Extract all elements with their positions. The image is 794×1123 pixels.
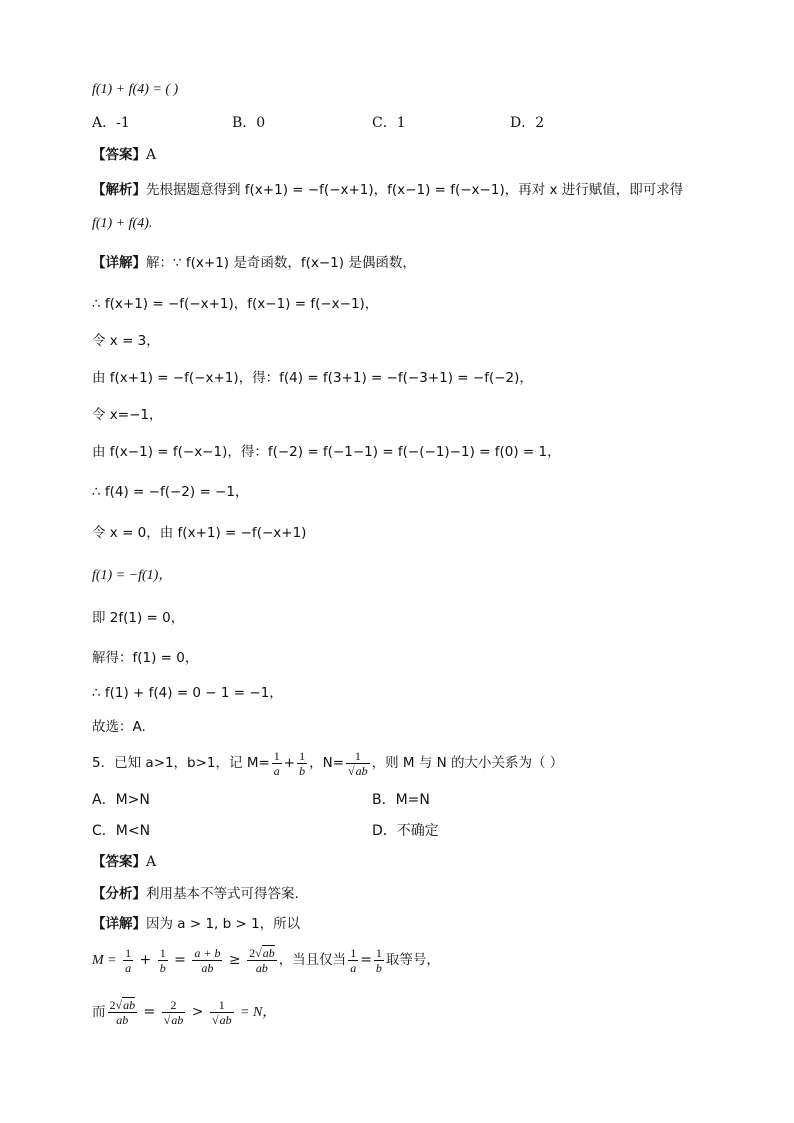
answer-value-q5: A [146, 854, 157, 870]
m-eq-2: = [360, 952, 372, 968]
q5-option-b: B．M=N [372, 792, 430, 808]
m-tail-b: 取等号， [385, 952, 440, 968]
analysis-line-1 [92, 180, 683, 200]
step-4: 令 x=−1， [92, 407, 163, 423]
n-frac-1-over-sqrtab: $\frac{1}{√ab}$ [211, 997, 232, 1027]
inequality-line-m [92, 942, 440, 979]
answer-value: A [146, 147, 157, 163]
detail-tag-q5: 【详解】 [92, 916, 146, 932]
m-frac-a-plus-b-over-ab: $\frac{a + b}{ab}$ [194, 945, 221, 975]
m-frac-1-over-b: $\frac{1}{b}$ [159, 945, 166, 975]
analysis-text-1: 先根据题意得到 f(x+1) = −f(−x+1)，f(x−1) = f(−x−1)，再对 x 进行赋值，即可求得 [146, 182, 684, 198]
q5-option-a: A．M>N [92, 792, 150, 808]
answer-line-q4 [92, 145, 156, 165]
n-frac-2sqrtab-over-ab: $\frac{2√ab}{ab}$ [109, 997, 136, 1027]
detail-text-1: 解：∵ f(x+1) 是奇函数，f(x−1) 是偶函数， [146, 255, 416, 271]
step-1: ∴ f(x+1) = −f(−x+1)，f(x−1) = f(−x−1)， [92, 296, 379, 312]
step-5: 由 f(x−1) = f(−x−1)，得：f(−2) = f(−1−1) = f(−(−1)−1) = f(0) = 1， [92, 444, 561, 460]
detail-line-q5 [92, 914, 300, 934]
fraction-1-over-b: $\frac{1}{b}$ [299, 748, 306, 778]
answer-tag-q5: 【答案】 [92, 854, 146, 870]
q5-stem-c: ，则 M 与 N 的大小关系为（ ） [371, 755, 564, 771]
n-gt: > [191, 1004, 204, 1020]
q5-option-c: C．M<N [92, 823, 151, 839]
m-lhs: M = [92, 953, 117, 968]
step-12: 故选：A. [92, 719, 146, 735]
fraction-1-over-sqrt-ab: $\frac{1}{√ab}$ [348, 748, 368, 778]
n-tail: = N， [240, 1005, 277, 1020]
question-4-tail: f(1) + f(4) = ( ) [92, 82, 179, 97]
option-a: A．-1 [92, 115, 130, 131]
m-eq: = [174, 952, 186, 968]
analysis-line-q5 [92, 884, 299, 904]
analysis-text-q5: 利用基本不等式可得答案. [146, 886, 299, 902]
detail-text-q5: 因为 a > 1, b > 1，所以 [146, 916, 301, 932]
m-frac-cond-1-over-a: $\frac{1}{a}$ [350, 945, 357, 975]
fraction-1-over-a: $\frac{1}{a}$ [273, 748, 280, 778]
step-2: 令 x = 3， [92, 333, 160, 349]
m-frac-2sqrtab-over-ab: $\frac{2√ab}{ab}$ [249, 945, 275, 975]
analysis-tag: 【解析】 [92, 182, 146, 198]
detail-tag: 【详解】 [92, 255, 146, 271]
step-10: 解得：f(1) = 0， [92, 650, 199, 666]
inequality-line-n [92, 994, 276, 1031]
analysis-line-2: f(1) + f(4). [92, 216, 153, 231]
m-frac-cond-1-over-b: $\frac{1}{b}$ [375, 945, 382, 975]
m-frac-1-over-a: $\frac{1}{a}$ [125, 945, 132, 975]
step-7: 令 x = 0，由 f(x+1) = −f(−x+1) [92, 525, 307, 541]
answer-line-q5 [92, 852, 156, 872]
n-lead: 而 [92, 1004, 106, 1020]
step-6: ∴ f(4) = −f(−2) = −1， [92, 484, 249, 500]
question-5-stem [92, 748, 563, 778]
analysis-tag-q5: 【分析】 [92, 886, 146, 902]
step-3: 由 f(x+1) = −f(−x+1)，得：f(4) = f(3+1) = −f(−3+1) = −f(−2)， [92, 370, 533, 386]
m-tail-a: ，当且仅当 [278, 952, 347, 968]
m-ge: ≥ [228, 952, 241, 968]
step-11: ∴ f(1) + f(4) = 0 − 1 = −1， [92, 685, 283, 701]
n-eq: = [143, 1004, 156, 1020]
option-d: D．2 [510, 115, 545, 131]
plus-sign: + [283, 755, 296, 771]
q5-option-d: D．不确定 [372, 823, 439, 839]
step-9: 即 2f(1) = 0， [92, 610, 185, 626]
q5-stem-b: ，N= [309, 755, 345, 771]
m-plus: + [139, 952, 152, 968]
step-8: f(1) = −f(1)， [92, 568, 173, 583]
option-c: C．1 [372, 115, 406, 131]
q5-stem-a: 5．已知 a>1，b>1，记 M= [92, 755, 270, 771]
option-b: B．0 [232, 115, 266, 131]
answer-tag: 【答案】 [92, 147, 146, 163]
n-frac-2-over-sqrtab: $\frac{2}{√ab}$ [163, 997, 184, 1027]
detail-line-1 [92, 253, 416, 273]
